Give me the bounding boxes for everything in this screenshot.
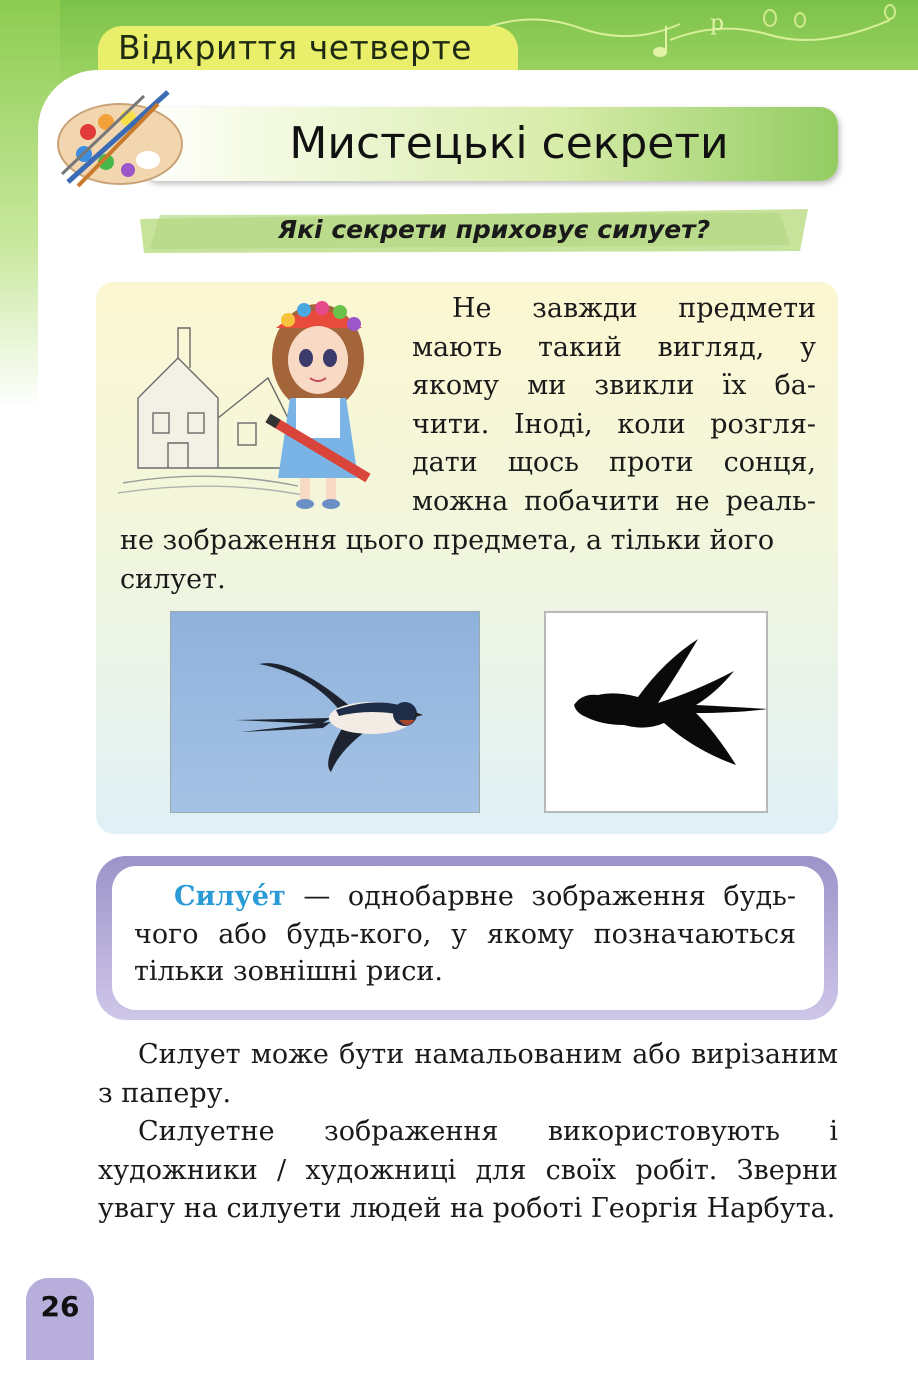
page-number: 26 <box>40 1290 80 1323</box>
intro-line: силует. <box>120 563 226 595</box>
girl-illustration <box>118 298 388 516</box>
definition-text <box>134 878 796 991</box>
intro-text-top <box>412 290 816 521</box>
definition-term: Силуе́т <box>174 881 286 912</box>
intro-line: дати щось проти сонця, <box>412 447 816 478</box>
intro-line: мають такий вигляд, у <box>412 331 816 363</box>
intro-text-bottom <box>120 522 816 599</box>
music-notes-decoration <box>470 0 918 60</box>
palette-icon <box>48 82 188 192</box>
definition-body: — однобарвне зображення будь-чого або будь-кого, у якому позначаються тільки зовнішні риси. <box>134 881 796 987</box>
girl-figure <box>268 301 368 509</box>
body-paragraph: Силует може бути намальованим або вирізаним з паперу. <box>98 1039 838 1109</box>
intro-line: якому ми звикли їх ба- <box>412 370 816 401</box>
intro-line: Не завжди предмети <box>452 293 816 324</box>
svg-text:p: p <box>710 11 725 36</box>
body-text <box>98 1036 838 1229</box>
question-heading: Які секрети приховує силует? <box>277 215 711 244</box>
body-paragraph: Силуетне зображення використовують і художники / художниці для своїх робіт. Зверни увагу на силуети людей на роботі Георгія Нарбута. <box>98 1116 838 1224</box>
intro-line: можна побачити не реаль- <box>412 485 816 517</box>
intro-line: не зображення цього предмета, а тільки його <box>120 525 775 556</box>
section-title: Відкриття четверте <box>118 28 472 67</box>
swallow-photo <box>170 611 480 813</box>
page-title: Мистецькі секрети <box>289 118 729 169</box>
swallow-silhouette <box>544 611 768 813</box>
intro-line: чити. Іноді, коли розгля- <box>412 408 816 440</box>
